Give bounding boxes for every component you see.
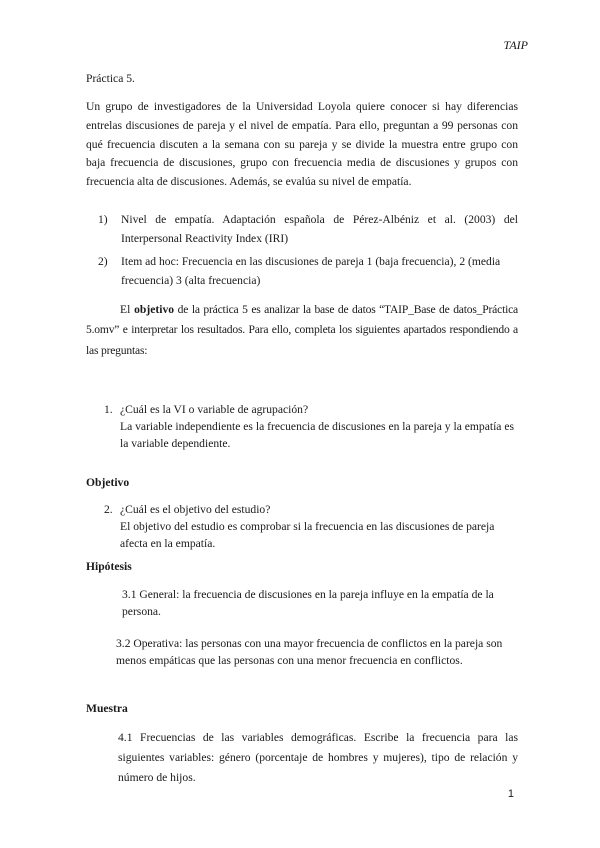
hypothesis-general xyxy=(122,587,518,621)
question-2 xyxy=(104,502,518,552)
instrument-item-2 xyxy=(98,253,518,291)
objective-bold: objetivo xyxy=(134,303,175,316)
practice-title: Práctica 5. xyxy=(86,72,135,85)
hypothesis-text: la frecuencia de discusiones en la pareja influye en la empatía de la persona. xyxy=(122,588,494,618)
question-number: 2. xyxy=(104,503,113,516)
instrument-text: Nivel de empatía. Adaptación española de Pérez-Albéniz et al. (2003) del Interpersonal Reactivity Index (IRI) xyxy=(121,213,518,245)
hypothesis-label: 3.1 General: xyxy=(122,588,180,601)
section-heading-hipotesis: Hipótesis xyxy=(86,560,132,573)
hypothesis-label: 3.2 Operativa: xyxy=(116,637,183,650)
section-heading-objetivo: Objetivo xyxy=(86,476,130,489)
question-number: 1. xyxy=(104,403,113,416)
sample-item-4-1 xyxy=(118,728,518,788)
instrument-item-1 xyxy=(98,211,518,249)
question-text: ¿Cuál es la VI o variable de agrupación? xyxy=(120,403,309,416)
sample-label: 4.1 xyxy=(118,731,133,744)
page-number: 1 xyxy=(507,788,514,800)
running-header: TAIP xyxy=(503,38,528,52)
instrument-number: 1) xyxy=(98,213,108,226)
answer-text: La variable independiente es la frecuencia de discusiones en la pareja y la empatía es la variable dependiente. xyxy=(120,419,515,450)
question-text: ¿Cuál es el objetivo del estudio? xyxy=(120,503,271,516)
objective-paragraph xyxy=(86,300,518,361)
question-1 xyxy=(104,402,518,452)
instrument-number: 2) xyxy=(98,255,108,268)
objective-post: de la práctica 5 es analizar la base de datos “TAIP_Base de datos_Práctica 5.omv” e interpretar los resultados. Para ello, completa los siguientes apartados respondiendo a las preguntas: xyxy=(86,303,518,357)
intro-paragraph: Un grupo de investigadores de la Universidad Loyola quiere conocer si hay diferencias entrelas discusiones de pareja y el nivel de empatía. Para ello, preguntan a 99 personas con qué frecuencia discuten a la semana con su pareja y se divide la muestra entre grupo con baja frecuencia de discusiones, grupo con frecuencia media de discusiones y grupos con frecuencia alta de discusiones. Además, se evalúa su nivel de empatía. xyxy=(86,100,518,189)
objective-pre: El xyxy=(120,303,135,316)
hypothesis-text: las personas con una mayor frecuencia de conflictos en la pareja son menos empáticas que las personas con una menor frecuencia en conflictos. xyxy=(116,637,503,667)
sample-text: Frecuencias de las variables demográficas. Escribe la frecuencia para las siguientes variables: género (porcentaje de hombres y mujeres), tipo de relación y número de hijos. xyxy=(118,731,518,784)
answer-text: El objetivo del estudio es comprobar si la frecuencia en las discusiones de pareja afecta en la empatía. xyxy=(120,519,495,550)
instrument-text: Item ad hoc: Frecuencia en las discusiones de pareja 1 (baja frecuencia), 2 (media frecuencia) 3 (alta frecuencia) xyxy=(121,255,501,287)
section-heading-muestra: Muestra xyxy=(86,702,128,715)
hypothesis-operativa xyxy=(116,636,520,670)
